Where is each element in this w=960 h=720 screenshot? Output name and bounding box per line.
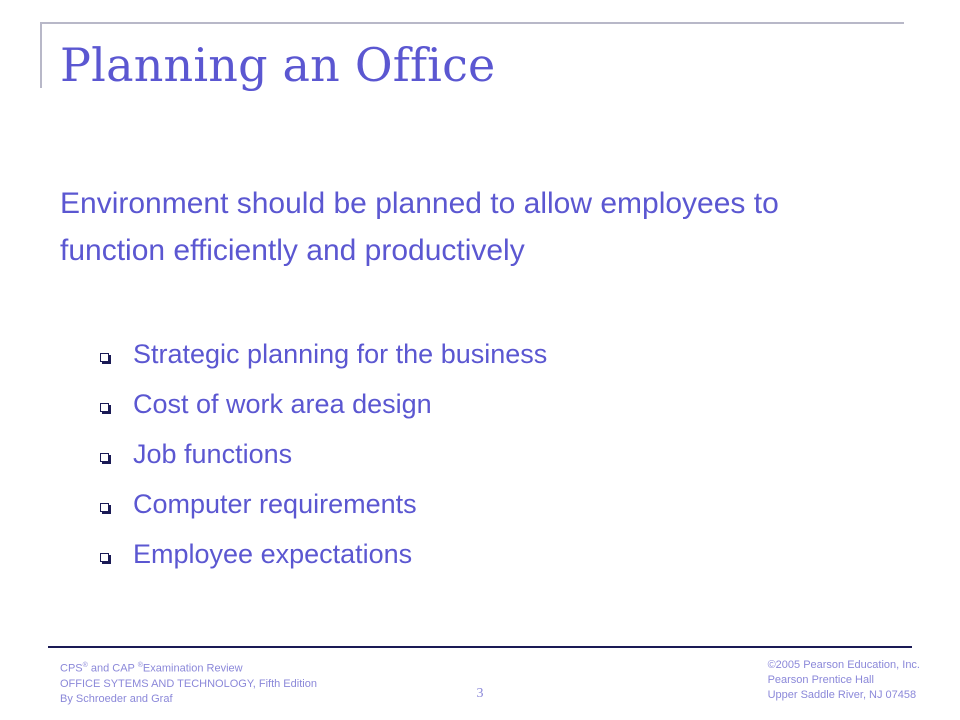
footer-and-cap: and CAP xyxy=(87,662,138,675)
bullet-text: Employee expectations xyxy=(133,538,413,569)
footer-left-line-2: OFFICE SYTEMS AND TECHNOLOGY, Fifth Edition xyxy=(60,677,317,690)
registered-mark: ® xyxy=(137,662,143,669)
square-bullet-icon xyxy=(100,453,109,462)
bullet-item xyxy=(100,329,547,379)
square-bullet-icon xyxy=(100,503,109,512)
footer-right-line-2: Pearson Prentice Hall xyxy=(767,674,874,686)
square-bullet-icon xyxy=(100,553,109,562)
bullet-text: Computer requirements xyxy=(133,488,417,519)
intro-paragraph: Environment should be planned to allow employees to function efficiently and productively xyxy=(60,187,779,267)
footer-cps: CPS xyxy=(60,662,83,675)
bullet-text: Cost of work area design xyxy=(133,388,432,419)
bullet-item xyxy=(100,429,547,479)
footer-right-line-1: ©2005 Pearson Education, Inc. xyxy=(767,659,920,671)
page-number: 3 xyxy=(476,686,484,701)
title-frame-top-line xyxy=(40,22,904,24)
bullet-item xyxy=(100,529,547,579)
square-bullet-icon xyxy=(100,403,109,412)
footer-right-block xyxy=(768,658,920,703)
bullet-item xyxy=(100,479,547,529)
registered-mark: ® xyxy=(82,662,88,669)
bullet-text: Strategic planning for the business xyxy=(133,338,548,369)
bullet-item xyxy=(100,379,547,429)
footer-left-line-3: By Schroeder and Graf xyxy=(60,692,173,705)
footer-divider xyxy=(48,646,912,648)
slide-title: Planning an Office xyxy=(60,38,496,92)
footer-exam-review: Examination Review xyxy=(142,662,243,675)
title-frame-left-line xyxy=(40,22,42,88)
footer-right-line-3: Upper Saddle River, NJ 07458 xyxy=(767,689,917,701)
bullet-text: Job functions xyxy=(133,438,293,469)
square-bullet-icon xyxy=(100,353,109,362)
bullet-list xyxy=(100,329,547,579)
footer-left-line-1 xyxy=(60,658,317,677)
